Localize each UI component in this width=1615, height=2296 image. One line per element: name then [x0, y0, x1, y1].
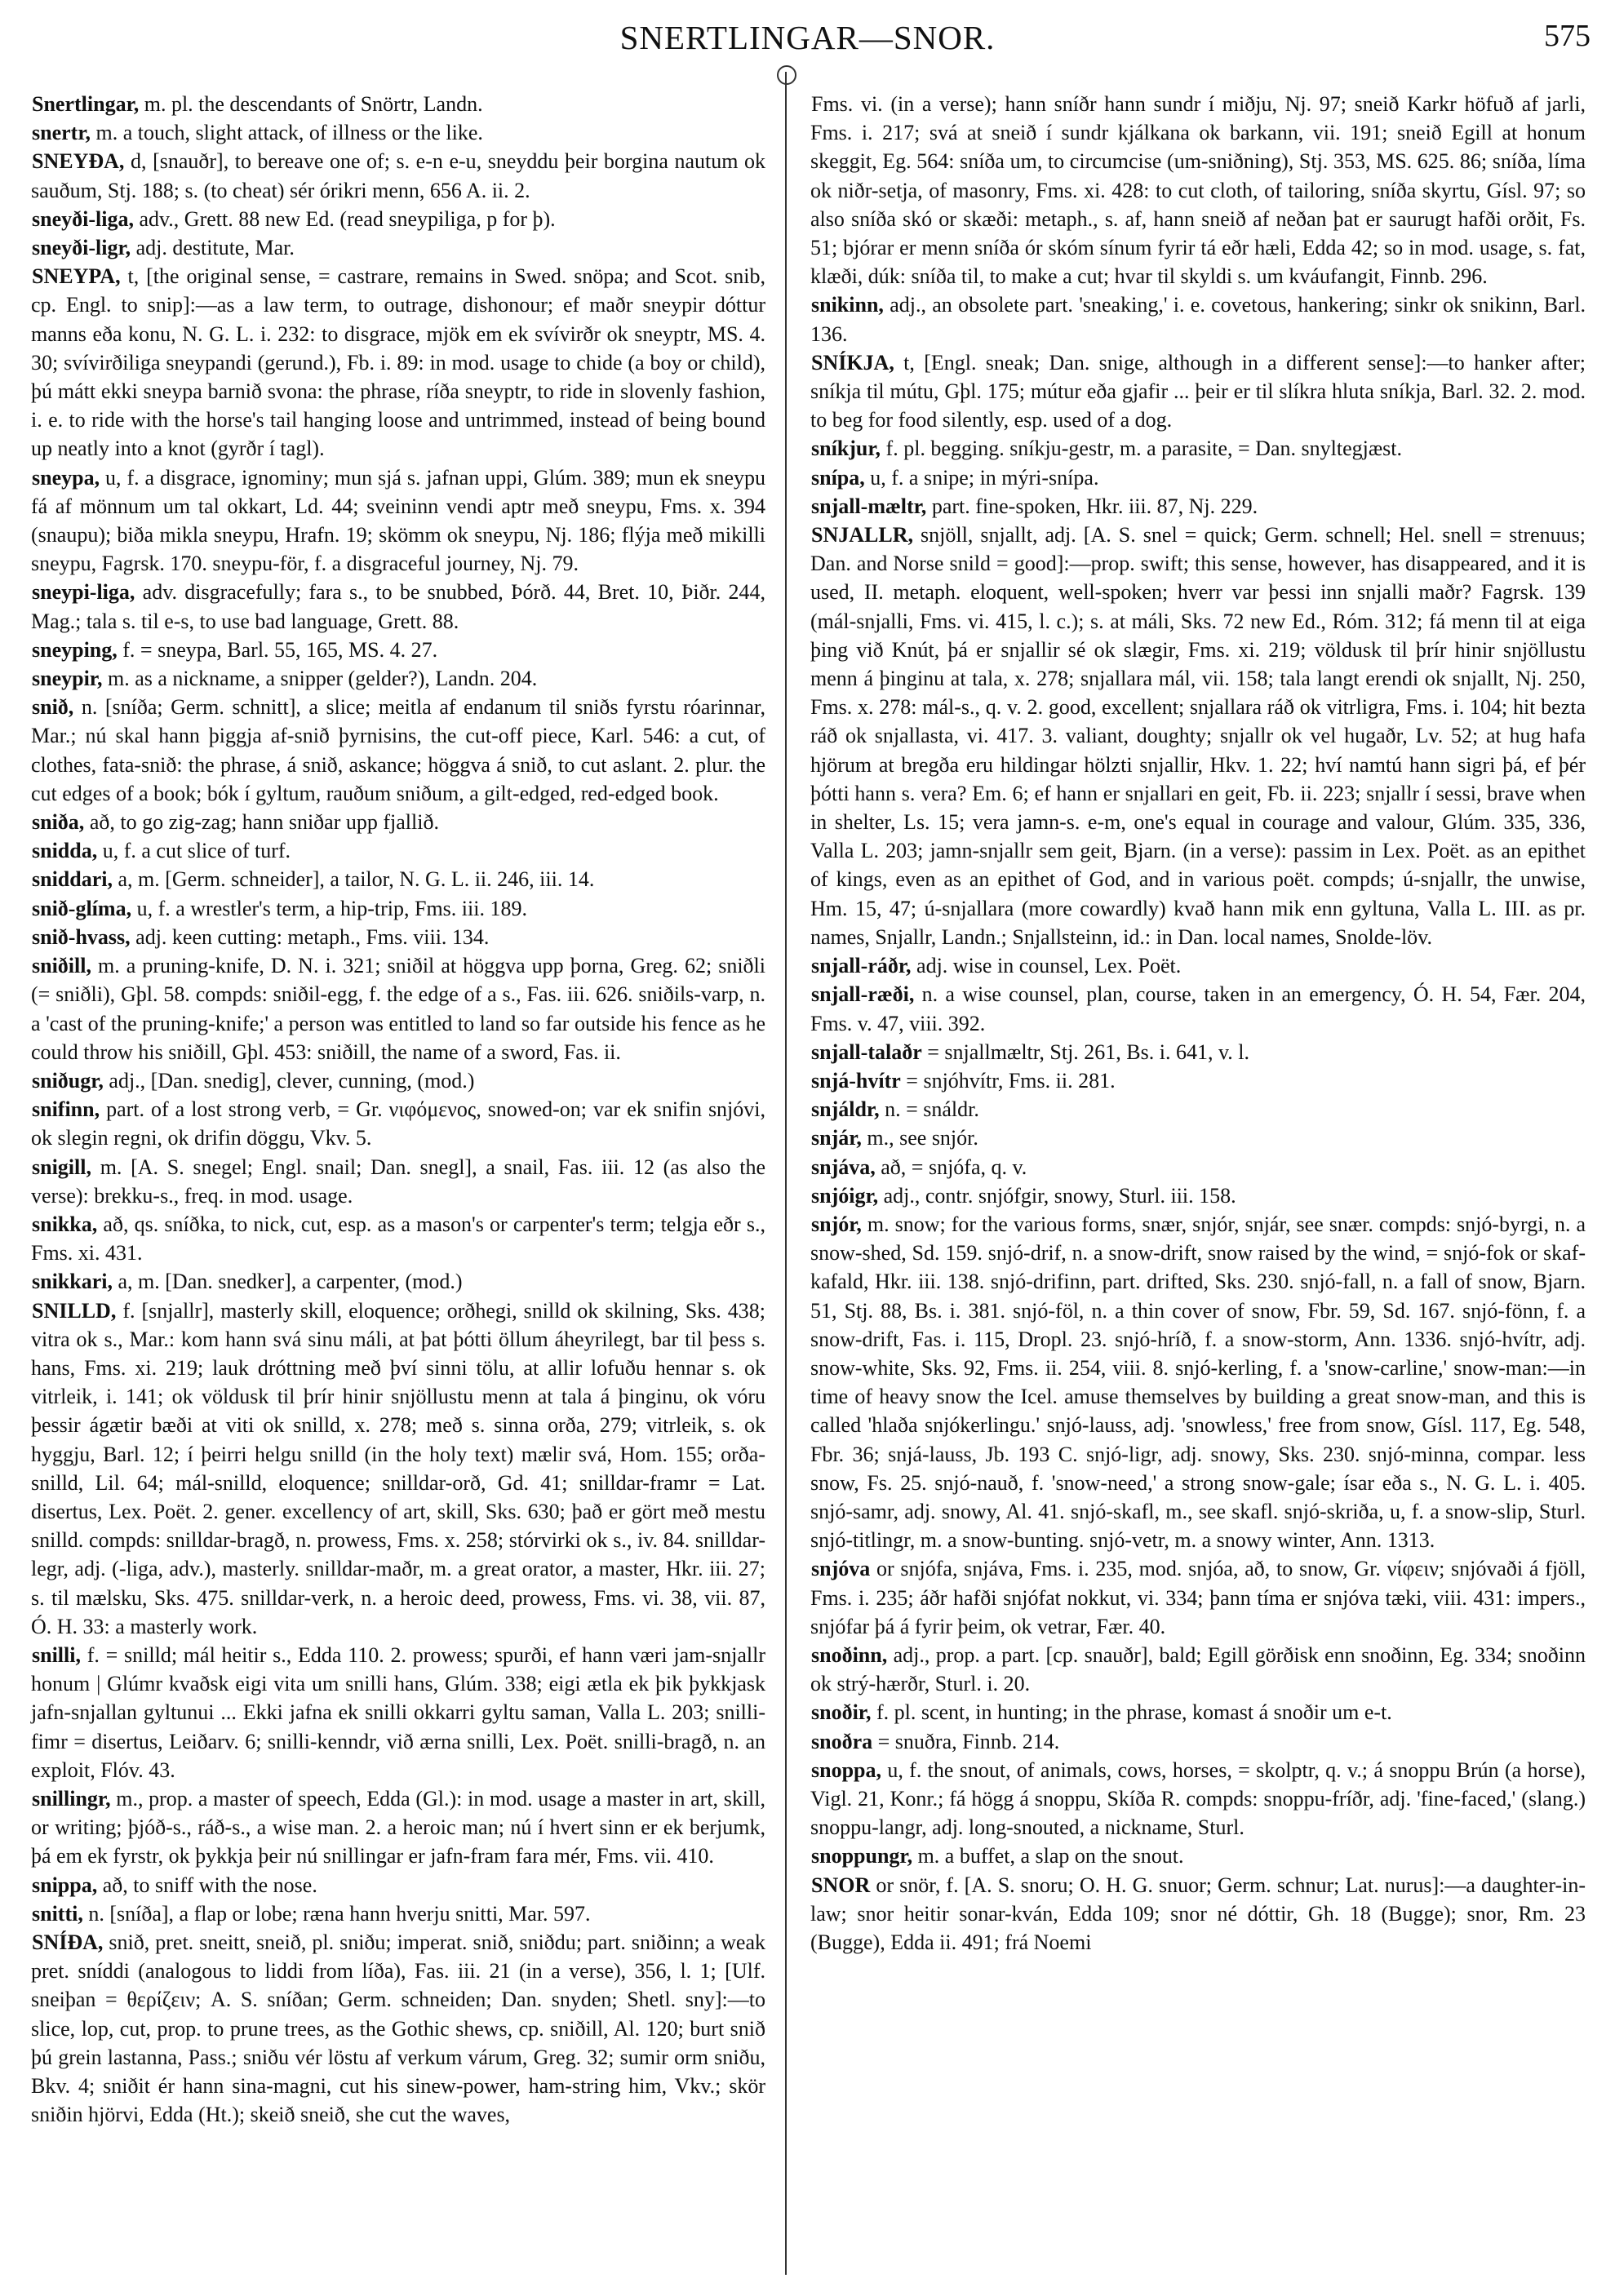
entry-headword: sniða,	[32, 810, 85, 835]
entry-definition: f. [snjallr], masterly skill, eloquence; orðhegi, snilld ok skilning, Sks. 438; vitra ok s., Mar.: kom hann svá sinu máli, at þat þótti öllum áheyrilegt, bar til þess s. hans, Fms. xi. 219; lauk dróttning með því sinni tölu, at allir lofuðu hennar s. ok vitrleik, i. 141; ok völdusk til þrír hinir snjöllustu menn at tala á þinginu, ok vóru þessir ágætir bæði at viti ok snilld, x. 278; með s. sinna orða, 279; vitrleik, s. ok hyggju, Barl. 12; í þeirri helgu snilld (in the holy text) mælir svá, Hom. 155; orða-snilld, Lil. 64; mál-snilld, eloquence; snilldar-orð, Gd. 41; snilldar-framr = Lat. disertus, Lex. Poët. 2. gener. excellency of art, skill, Sks. 630; það er gört með mestu snilld. compds: snilldar-bragð, n. prowess, Fms. x. 258; stórvirki ok s., iv. 84. snilldar-legr, adj. (-liga, adv.), masterly. snilldar-maðr, m. a great orator, a master, Hkr. iii. 27; s. til mælsku, Sks. 475. snilldar-verk, n. a heroic deed, prowess, Fms. vi. 38, vii. 87, Ó. H. 33: a masterly work.	[31, 1298, 766, 1638]
dictionary-entry	[810, 463, 1586, 492]
entry-definition: Fms. vi. (in a verse); hann sníðr hann sundr í miðju, Nj. 97; sneið Karkr höfuð af jarli, Fms. i. 217; svá at sneið í sundr kjálkana ok barkann, vii. 191; sneið Egill at honum skeggit, Eg. 564: sníða um, to circumcise (um-sniðning), Stj. 353, MS. 625. 86; sníða, líma ok niðr-setja, of masonry, Fms. xi. 428: to cut cloth, of tailoring, sníða skyrtu, Gísl. 97; so also sníða skó or skæði: metaph., s. af, hann sneið af neðan þat er saurugt hafði orðit, Fs. 51; bjórar er menn sníða ór skóm sínum fyrir tá eðr hæli, Edda 42; so in mod. usage, s. fat, klæði, dúk: sníða til, to make a cut; hvar til skyldi s. um kváufangit, Finnb. 296.	[810, 92, 1586, 289]
dictionary-entry	[31, 1296, 765, 1641]
dictionary-entry	[810, 1554, 1586, 1641]
entry-headword: sneypa,	[32, 465, 100, 490]
entry-definition: m. a touch, slight attack, of illness or the like.	[95, 121, 483, 145]
entry-definition: að, to sniff with the nose.	[102, 1873, 317, 1897]
entry-definition: adj., prop. a part. [cp. snauðr], bald; Egill görðisk enn snoðinn, Eg. 334; snoðinn ok strý-hærðr, Sturl. i. 20.	[810, 1642, 1586, 1696]
entry-definition: n. a wise counsel, plan, course, taken in an emergency, Ó. H. 54, Fær. 204, Fms. v. 47, viii. 392.	[810, 982, 1586, 1035]
entry-headword: snifinn,	[32, 1097, 100, 1122]
entry-headword: snikka,	[32, 1212, 98, 1236]
entry-definition: part. of a lost strong verb, = Gr. νιφόμενος, snowed-on; var ek snifin snjóvi, ok slegin regni, ok drifin döggu, Vkv. 5.	[31, 1097, 766, 1150]
entry-definition: adj. destitute, Mar.	[135, 236, 295, 260]
entry-headword: SNILLD,	[32, 1298, 117, 1323]
entry-headword: snjá-hvítr	[811, 1068, 901, 1093]
dictionary-entry	[810, 1124, 1586, 1152]
dictionary-entry	[31, 262, 765, 463]
dictionary-entry	[31, 1095, 765, 1152]
entry-definition: adj., an obsolete part. 'sneaking,' i. e. covetous, hankering; sinkr ok snikinn, Barl. 136.	[810, 293, 1586, 346]
dictionary-entry	[31, 147, 765, 204]
entry-headword: snillingr,	[32, 1786, 111, 1811]
dictionary-entry	[810, 1066, 1586, 1095]
entry-definition: að, qs. sníðka, to nick, cut, esp. as a mason's or carpenter's term; telgja eðr s., Fms. xi. 431.	[31, 1212, 766, 1265]
entry-headword: snoppa,	[811, 1757, 881, 1782]
entry-headword: sneyði-ligr,	[32, 236, 131, 260]
entry-definition: adv. disgracefully; fara s., to be snubbed, Þórð. 44, Bret. 10, Þiðr. 244, Mag.; tala s. til e-s, to use bad language, Grett. 88.	[31, 580, 765, 633]
entry-headword: snið,	[32, 695, 74, 720]
entry-definition: u, f. a cut slice of turf.	[102, 839, 291, 863]
entry-headword: sneypi-liga,	[32, 580, 135, 605]
left-column	[31, 90, 765, 2129]
entry-definition: t, [the original sense, = castrare, remains in Swed. snöpa; and Scot. snib, cp. Engl. to snip]:—as a law term, to outrage, dishonour; ef maðr sneypir dóttur manns eða konu, N. G. L. i. 232: to disgrace, mjök em ek svívirðr ok sneyptr, MS. 4. 30; svívirðiliga sneypandi (gerund.), Fb. i. 89: in mod. usage to chide (a boy or child), þú mátt ekki sneypa barnið svona: the phrase, ríða sneyptr, to ride in slovenly fashion, i. e. to ride with the horse's tail hanging loose and untrimmed, instead of being bound up neatly into a knot (gyrðr í tagl).	[31, 264, 766, 461]
dictionary-entry	[810, 290, 1586, 348]
entry-headword: snjall-mæltr,	[811, 494, 927, 518]
entry-headword: snjáldr,	[811, 1097, 880, 1122]
entry-definition: t, [Engl. sneak; Dan. snige, although in a different sense]:—to hanker after; sníkja til mútu, Gþl. 175; mútur eða gjafir ... þeir er til slíkra hluta sníkja, Barl. 32. 2. mod. to beg for food silently, esp. used of a dog.	[810, 350, 1586, 432]
entry-definition: f. pl. begging. sníkju-gestr, m. a parasite, = Dan. snyltegjæst.	[885, 437, 1403, 461]
dictionary-entry	[810, 1181, 1586, 1210]
column-divider	[785, 72, 787, 2275]
dictionary-entry	[31, 1641, 765, 1784]
dictionary-entry	[810, 1727, 1586, 1756]
entry-definition: n. [sníða; Germ. schnitt], a slice; meitla af endanum til sniðs fyrstu róarinnar, Mar.; nú skal hann þiggja af-snið þyrnisins, the cut-off piece, Karl. 546: a cut, of clothes, fata-snið: the phrase, á snið, askance; höggva á snið, to cut aslant. 2. plur. the cut edges of a book; bók í gyltum, rauðum sniðum, a gilt-edged, red-edged book.	[31, 695, 765, 805]
entry-definition: u, f. a disgrace, ignominy; mun sjá s. jafnan uppi, Glúm. 389; mun ek sneypu fá af mönnum um tal okkart, Ld. 44; sveininn vendi aptr með sneypu, Fms. x. 394 (snaupu); biða mikla sneypu, Hrafn. 19; skömm ok sneypu, Nj. 186; flýja með mikilli sneypu, Fagrsk. 170. sneypu-för, f. a disgraceful journey, Nj. 79.	[31, 465, 766, 576]
entry-headword: snjall-ræði,	[811, 982, 915, 1007]
entry-definition: or snjófa, snjáva, Fms. i. 235, mod. snjóa, að, to snow, Gr. νίφειν; snjóvaði á fjöll, Fms. i. 235; áðr hafði snjófat nokkut, vi. 334; þann tíma er snjóva tæki, viii. 431: impers., snjófar þá á fyrir þeim, ok vetrar, Fær. 40.	[810, 1557, 1586, 1638]
entry-definition: f. pl. scent, in hunting; in the phrase, komast á snoðir um e-t.	[876, 1700, 1392, 1725]
entry-definition: snjöll, snjallt, adj. [A. S. snel = quick; Germ. schnell; Hel. snell = strenuus; Dan. and Norse snild = good]:—prop. swift; this sense, however, has disappeared, and it is used, II. metaph. eloquent, well-spoken; hverr var þessi inn snjalli maðr? Fagrsk. 139 (mál-snjalli, Fms. vi. 415, l. c.); s. at máli, Sks. 72 new Ed., Róm. 312; fá menn til at eiga þing við Knút, þá er snjallir sé ok slægir, Fms. xi. 219; völdusk til þrír hinir snjöllustu menn á þinginu at tala, x. 278; snjallara mál, vii. 158; tala langt erendi ok snjallt, Nj. 250, Fms. x. 278: mál-s., q. v. 2. good, excellent; snjallara ráð ok vitrligra, Fms. i. 104; hit bezta ráð ok snjallasta, vi. 417. 3. valiant, doughty; snjallr ok vel hugaðr, Lv. 52; at hug hafa hjörum at bregða eru hildingar hölzti snjallir, Hkv. 1. 22; hví namtú hann sigri þá, ef þér þótti hann s. vera? Em. 6; ef hann er snjallari en geit, Fb. ii. 223; snjallr í sessi, brave when in shelter, Ls. 15; vera jamn-s. e-m, one's equal in courage and valour, Glúm. 335, 336, Valla L. 203; jamn-snjallr sem geit, Bjarn. (in a verse): passim in Lex. Poët. as an epithet of kings, even as an epithet of God, and in various poët. compds; ú-snjallr, the unwise, Hm. 15, 47; ú-snjallara (more cowardly) kvað hann mik enn gyltuna, Valla L. III. as pr. names, Snjallr, Landn.; Snjallsteinn, id.: in Dan. local names, Snolde-löv.	[810, 523, 1586, 949]
entry-headword: SNEYÐA,	[32, 149, 125, 174]
dictionary-entry	[810, 1038, 1586, 1066]
entry-definition: m., prop. a master of speech, Edda (Gl.): in mod. usage a master in art, skill, or writing; þjóð-s., ráð-s., a wise man. 2. a heroic man; nú í hvert sinn er ek berjumk, þá em ek fyrstr, ok þykkja þeir nú snillingar er jafn-fram fara mér, Fms. vii. 410.	[31, 1786, 765, 1868]
dictionary-entry	[31, 664, 765, 693]
entry-headword: snoðinn,	[811, 1642, 888, 1667]
dictionary-entry	[810, 1871, 1586, 1957]
entry-definition: f. = snilld; mál heitir s., Edda 110. 2. prowess; spurði, ef hann væri jam-snjallr honum | Glúmr kvaðsk eigi vita um snilli hans, Glúm. 338; eigi ætla ek þik þykkjask jafn-snjallan gyltunui ... Ekki jafna ek snilli okkarri gyltu saman, Valla L. 203; snilli-fimr = disertus, Leiðarv. 6; snilli-kenndr, við ærna snilli, Lex. Poët. snilli-bragð, n. an exploit, Flóv. 43.	[31, 1642, 766, 1782]
entry-headword: snjóigr,	[811, 1183, 879, 1208]
dictionary-entry	[31, 90, 765, 118]
entry-definition: n. = snáldr.	[885, 1097, 979, 1122]
dictionary-entry	[31, 1871, 765, 1899]
entry-headword: sneypir,	[32, 667, 103, 691]
entry-definition: = snjóhvítr, Fms. ii. 281.	[906, 1068, 1116, 1093]
running-head: SNERTLINGAR—SNOR.	[619, 19, 996, 56]
entry-headword: Snertlingar,	[32, 92, 140, 116]
dictionary-entry	[810, 1698, 1586, 1726]
dictionary-entry	[810, 521, 1586, 951]
entry-definition: part. fine-spoken, Hkr. iii. 87, Nj. 229.	[931, 494, 1258, 518]
entry-definition: adj., [Dan. snedig], clever, cunning, (mod.)	[109, 1068, 475, 1093]
dictionary-entry	[31, 205, 765, 233]
entry-headword: snoðra	[811, 1729, 873, 1753]
dictionary-entry	[31, 836, 765, 865]
entry-definition: u, f. the snout, of animals, cows, horses, = skolptr, q. v.; á snoppu Brún (a horse), Vigl. 21, Konr.; fá högg á snoppu, Skíða R. compds: snoppu-fríðr, adj. 'fine-faced,' (slang.) snoppu-langr, adj. long-snouted, a nickname, Sturl.	[810, 1757, 1586, 1840]
dictionary-entry	[31, 1066, 765, 1095]
dictionary-entry	[810, 1842, 1586, 1870]
dictionary-entry	[31, 118, 765, 147]
entry-definition: m. as a nickname, a snipper (gelder?), Landn. 204.	[107, 667, 538, 691]
entry-headword: SNEYPA,	[32, 264, 121, 289]
dictionary-entry	[31, 233, 765, 262]
entry-headword: snidda,	[32, 839, 98, 863]
entry-definition: f. = sneypa, Barl. 55, 165, MS. 4. 27.	[122, 637, 438, 662]
entry-definition: or snör, f. [A. S. snoru; O. H. G. snuor; Germ. schnur; Lat. nurus]:—a daughter-in-law; snor heitir sonar-kván, Edda 109; snor né dóttir, Gh. 18 (Bugge); snor, Rm. 23 (Bugge), Edda ii. 491; frá Noemi	[810, 1873, 1586, 1954]
entry-headword: sneyði-liga,	[32, 206, 134, 231]
entry-headword: snoppungr,	[811, 1844, 913, 1868]
dictionary-entry	[31, 951, 765, 1066]
entry-definition: n. [sníða], a flap or lobe; ræna hann hverju snitti, Mar. 597.	[88, 1901, 591, 1926]
dictionary-entry	[31, 865, 765, 893]
dictionary-entry	[810, 1210, 1586, 1554]
entry-definition: adj. wise in counsel, Lex. Poët.	[916, 954, 1182, 978]
dictionary-entry	[810, 1095, 1586, 1124]
entry-definition: m., see snjór.	[867, 1126, 978, 1150]
entry-definition: m. [A. S. snegel; Engl. snail; Dan. snegl], a snail, Fas. iii. 12 (as also the verse): brekku-s., freq. in mod. usage.	[31, 1155, 766, 1208]
entry-definition: a, m. [Dan. snedker], a carpenter, (mod.)	[118, 1270, 463, 1294]
dictionary-entry	[31, 463, 765, 578]
entry-definition: a, m. [Germ. schneider], a tailor, N. G. L. ii. 246, iii. 14.	[118, 867, 595, 892]
dictionary-entry	[31, 693, 765, 808]
entry-headword: snitti,	[32, 1901, 83, 1926]
entry-headword: snjall-talaðr	[811, 1039, 922, 1064]
entry-headword: snjall-ráðr,	[811, 954, 912, 978]
dictionary-entry	[31, 636, 765, 664]
entry-headword: SNÍÐA,	[32, 1930, 104, 1954]
right-column	[810, 90, 1586, 1957]
entry-headword: snjóva	[811, 1557, 871, 1581]
entry-definition: m. snow; for the various forms, snær, snjór, snjár, see snær. compds: snjó-byrgi, n. a snow-shed, Sd. 159. snjó-drif, n. a snow-drift, snow raised by the wind, = snjó-fok or skaf-kafald, Hkr. iii. 138. snjó-drifinn, part. drifted, Sks. 230. snjó-fall, n. a fall of snow, Bjarn. 51, Stj. 88, Bs. i. 381. snjó-föl, n. a thin cover of snow, Fbr. 59, Sd. 167. snjó-fönn, f. a snow-drift, Fas. i. 115, Dropl. 23. snjó-hríð, f. a snow-storm, Ann. 1336. snjó-hvítr, adj. snow-white, Sks. 92, Fms. ii. 254, viii. 8. snjó-kerling, f. a 'snow-carline,' snow-man:—in time of heavy snow the Icel. amuse themselves by building a great snow-man, and this is called 'hlaða snjókerlingu.' snjó-lauss, adj. 'snowless,' free from snow, Gísl. 117, Eg. 548, Fbr. 36; snjá-lauss, Jb. 193 C. snjó-ligr, adj. snowy, Sks. 230. snjó-minna, compar. less snow, Fs. 25. snjó-nauð, f. 'snow-need,' a strong snow-gale; ísar eða s., N. G. L. i. 405. snjó-samr, adj. snowy, Al. 41. snjó-skafl, m., see skafl. snjó-skriða, u, f. a snow-slip, Sturl. snjó-titlingr, m. a snow-bunting. snjó-vetr, m. a snowy winter, Ann. 1313.	[810, 1212, 1586, 1553]
entry-definition: = snuðra, Finnb. 214.	[877, 1729, 1060, 1753]
dictionary-entry	[810, 1641, 1586, 1698]
dictionary-entry	[31, 1267, 765, 1296]
entry-headword: snípa,	[811, 465, 865, 490]
entry-definition: = snjallmæltr, Stj. 261, Bs. i. 641, v. l.	[927, 1039, 1250, 1064]
dictionary-entry	[810, 348, 1586, 435]
page-header	[0, 15, 1615, 57]
entry-headword: sneyping,	[32, 637, 118, 662]
entry-headword: snippa,	[32, 1873, 98, 1897]
entry-definition: u, f. a wrestler's term, a hip-trip, Fms. iii. 189.	[136, 896, 527, 920]
page-number: 575	[1544, 19, 1591, 53]
entry-headword: snigill,	[32, 1155, 91, 1179]
entry-headword: snjár,	[811, 1126, 862, 1150]
entry-headword: SNJALLR,	[811, 523, 913, 547]
entry-definition: að, = snjófa, q. v.	[881, 1155, 1027, 1179]
entry-headword: SNÍKJA,	[811, 350, 894, 375]
dictionary-entry	[810, 1153, 1586, 1181]
entry-definition: m. a buffet, a slap on the snout.	[917, 1844, 1184, 1868]
dictionary-entry	[810, 1756, 1586, 1842]
dictionary-entry	[810, 434, 1586, 463]
dictionary-entry	[31, 1210, 765, 1267]
entry-headword: sniddari,	[32, 867, 113, 892]
entry-headword: SNOR	[811, 1873, 871, 1897]
entry-definition: snið, pret. sneitt, sneið, pl. sniðu; imperat. snið, sniðdu; part. sniðinn; a weak pret. sníddi (analogous to liddi from líða), Fas. iii. 21 (in a verse), 356, l. 1; [Ulf. sneiþan = θερίζειν; A. S. sníðan; Germ. schneiden; Dan. snyden; Shetl. sny]:—to slice, lop, cut, prop. to prune trees, as the Gothic shews, cp. sniðill, Al. 120; burt snið þú grein lastanna, Pass.; sniðu vér löstu af verkum várum, Greg. 32; sumir orm sniðu, Bkv. 4; sniðit ér hann sina-magni, cut his sinew-power, ham-string him, Vkv.; skör sniðin hjörvi, Edda (Ht.); skeið sneið, she cut the waves,	[31, 1930, 766, 2127]
column-ornament	[777, 65, 796, 85]
entry-definition: m. pl. the descendants of Snörtr, Landn.	[144, 92, 483, 116]
dictionary-entry	[810, 951, 1586, 980]
entry-definition: m. a pruning-knife, D. N. i. 321; sniðil at höggva upp þorna, Greg. 62; sniðli (= sniðli), Gþl. 58. compds: sniðil-egg, f. the edge of a s., Fas. iii. 626. sniðils-varp, n. a 'cast of the pruning-knife;' a person was entitled to land so far outside his fence as he could throw his sniðill, Gþl. 453: sniðill, the name of a sword, Fas. ii.	[31, 954, 766, 1064]
entry-headword: snikinn,	[811, 293, 884, 317]
entry-definition: u, f. a snipe; in mýri-snípa.	[870, 465, 1099, 490]
entry-headword: snið-glíma,	[32, 896, 132, 920]
entry-headword: snikkari,	[32, 1270, 113, 1294]
dictionary-entry	[31, 1928, 765, 2129]
entry-headword: snoðir,	[811, 1700, 872, 1725]
entry-definition: d, [snauðr], to bereave one of; s. e-n e-u, sneyddu þeir borgina nautum ok sauðum, Stj. 188; s. (to cheat) sér órikri menn, 656 A. ii. 2.	[31, 149, 766, 202]
dictionary-entry	[810, 90, 1586, 290]
entry-definition: að, to go zig-zag; hann sniðar upp fjallið.	[89, 810, 439, 835]
dictionary-entry	[810, 980, 1586, 1037]
entry-headword: snjáva,	[811, 1155, 876, 1179]
entry-definition: adv., Grett. 88 new Ed. (read sneypiliga, p for þ).	[139, 206, 556, 231]
dictionary-entry	[31, 923, 765, 951]
entry-headword: snilli,	[32, 1642, 81, 1667]
dictionary-entry	[810, 492, 1586, 521]
dictionary-entry	[31, 1153, 765, 1210]
entry-headword: snjór,	[811, 1212, 862, 1236]
dictionary-entry	[31, 578, 765, 635]
dictionary-entry	[31, 808, 765, 836]
dictionary-entry	[31, 894, 765, 923]
entry-headword: sníkjur,	[811, 437, 881, 461]
entry-headword: snertr,	[32, 121, 91, 145]
entry-headword: snið-hvass,	[32, 924, 131, 949]
entry-definition: adj. keen cutting: metaph., Fms. viii. 134.	[135, 924, 490, 949]
entry-headword: sniðugr,	[32, 1068, 104, 1093]
dictionary-entry	[31, 1899, 765, 1928]
dictionary-entry	[31, 1784, 765, 1871]
entry-headword: sniðill,	[32, 954, 91, 978]
entry-definition: adj., contr. snjófgir, snowy, Sturl. iii. 158.	[883, 1183, 1236, 1208]
